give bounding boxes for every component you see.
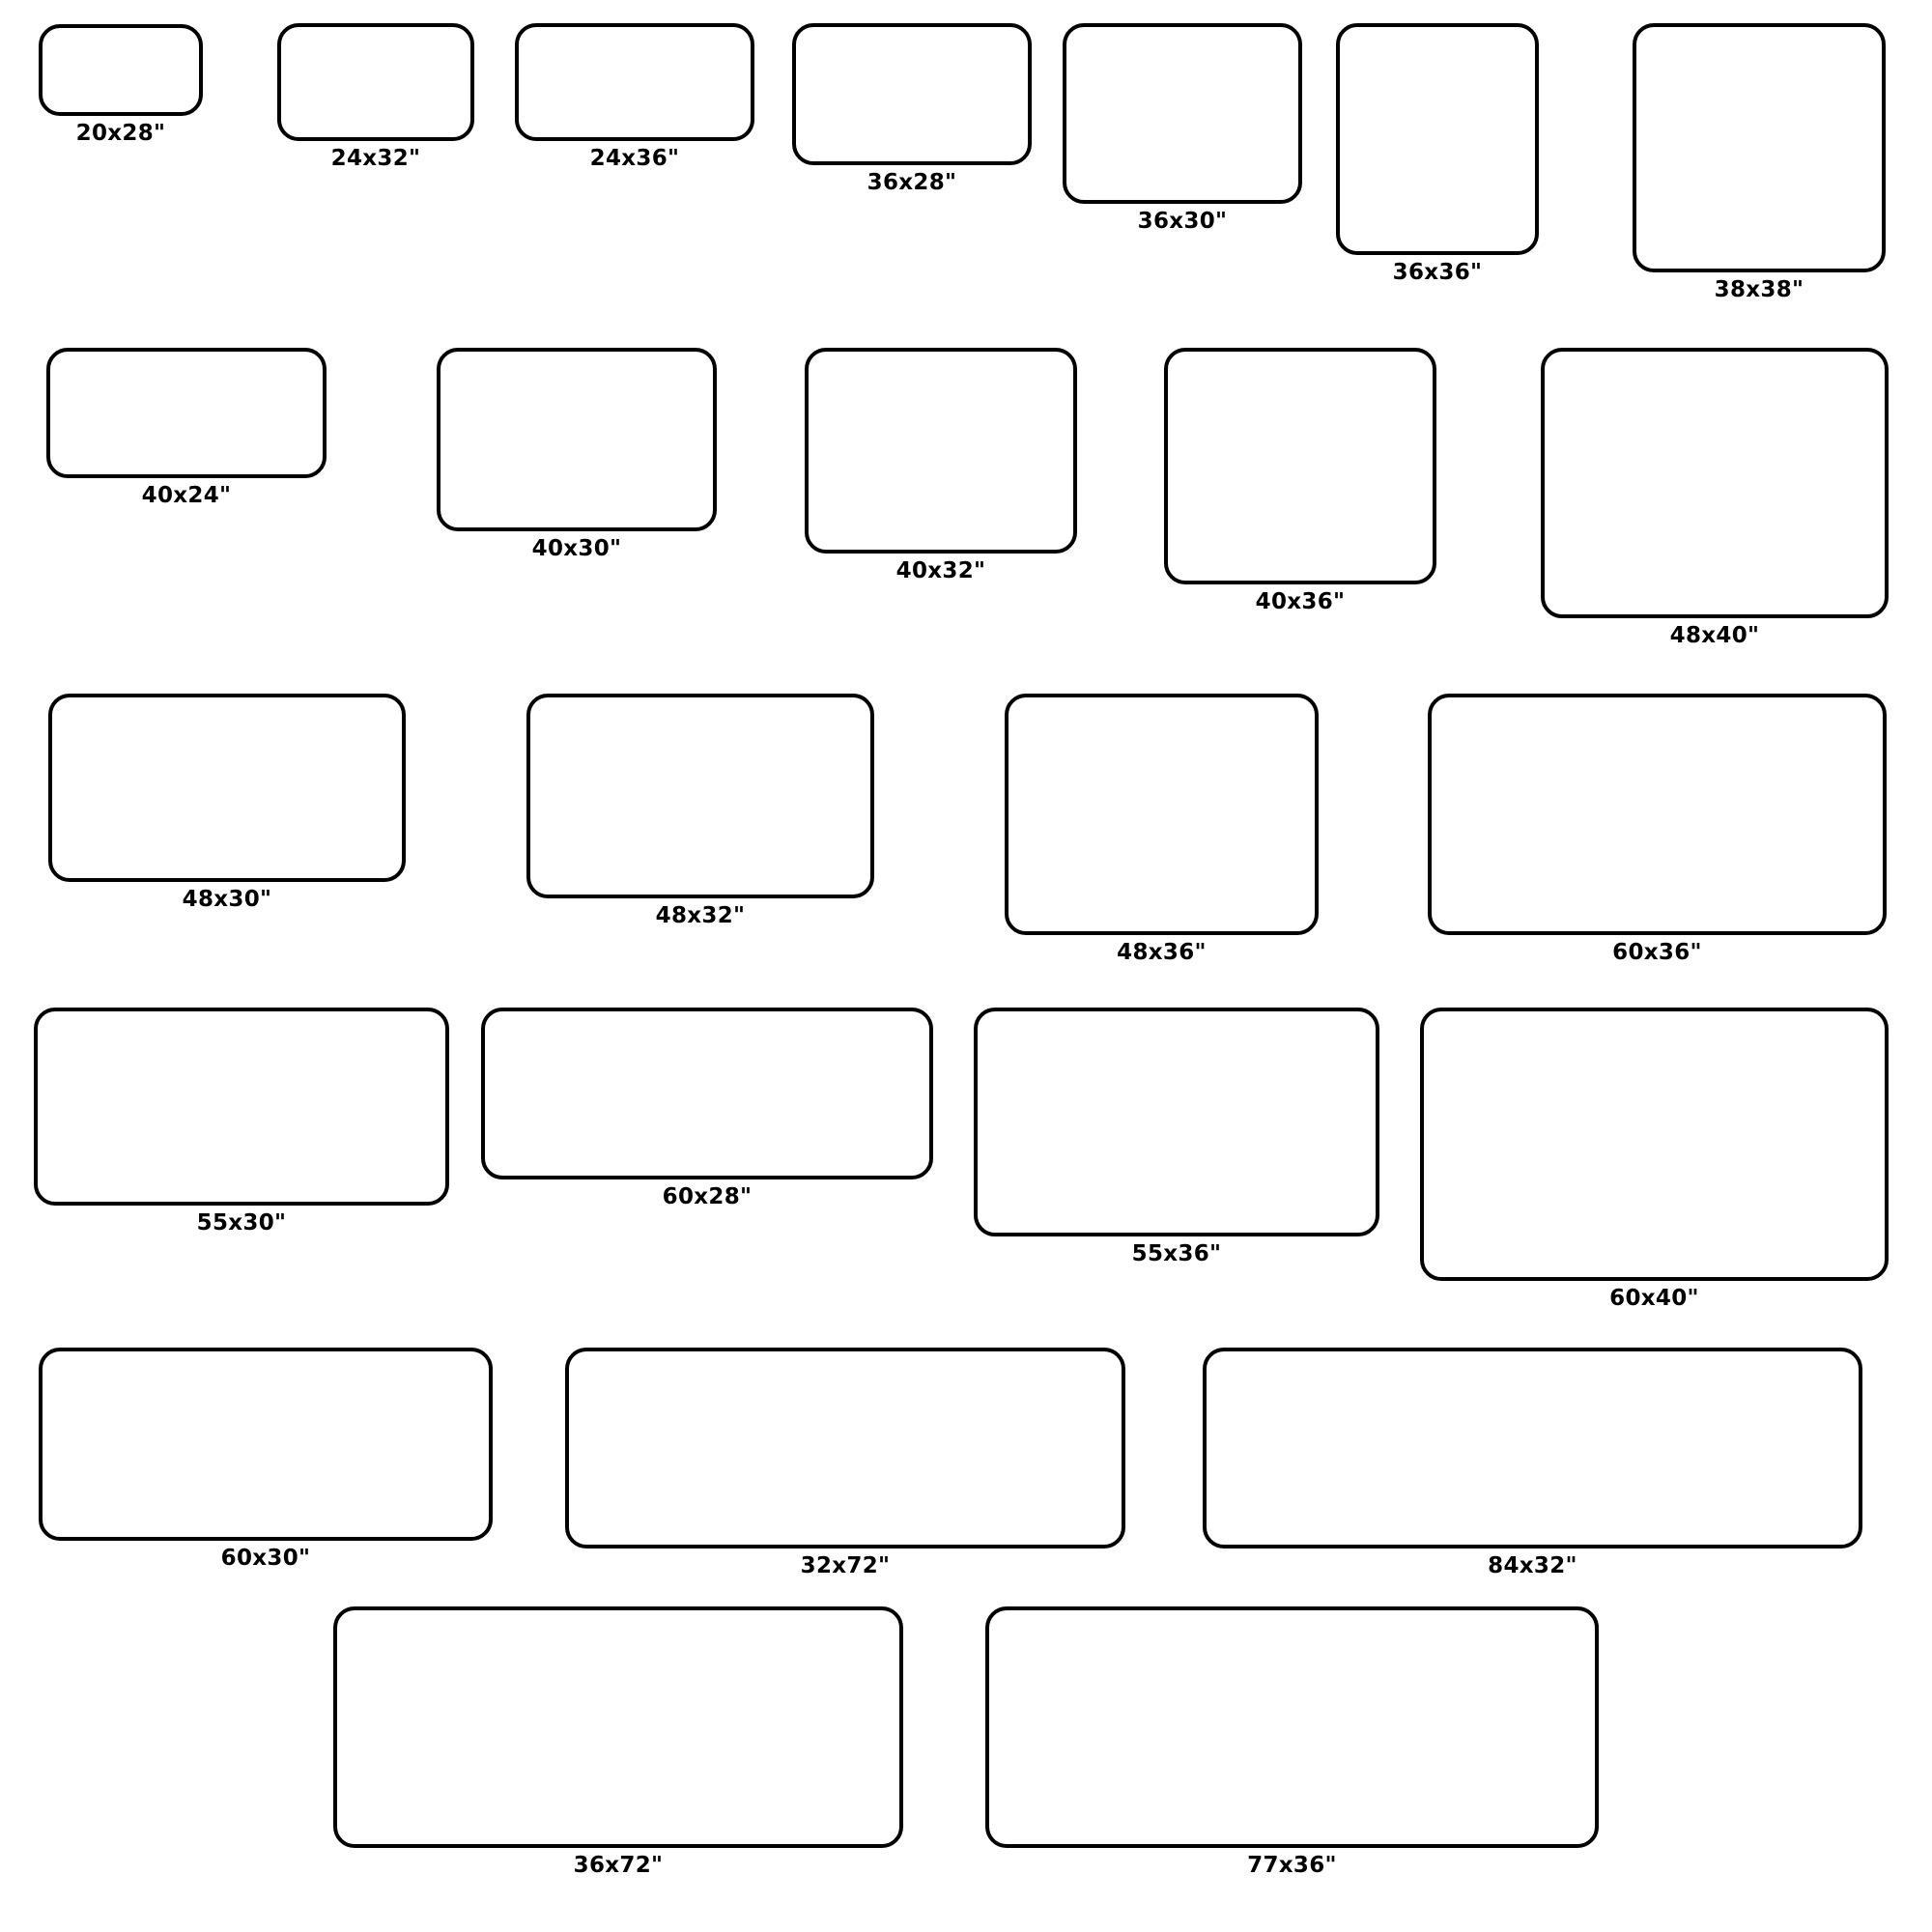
size-rectangle (792, 23, 1032, 165)
size-item (481, 1008, 933, 1209)
size-label: 55x30" (196, 1210, 287, 1236)
size-item (333, 1606, 903, 1878)
size-label: 32x72" (800, 1553, 891, 1578)
size-rectangle (1633, 23, 1886, 272)
size-label: 36x36" (1392, 260, 1483, 285)
size-rectangle (974, 1008, 1379, 1236)
size-label: 60x28" (662, 1184, 753, 1209)
size-item (39, 24, 203, 146)
size-label: 60x36" (1612, 940, 1702, 965)
size-rectangle (481, 1008, 933, 1179)
size-rectangle (1005, 694, 1319, 935)
size-rectangle (437, 348, 717, 531)
size-item (974, 1008, 1379, 1266)
size-item (1336, 23, 1539, 285)
size-item (1541, 348, 1889, 648)
size-label: 40x24" (141, 483, 232, 508)
size-item (1420, 1008, 1889, 1311)
size-item (526, 694, 874, 928)
size-label: 84x32" (1488, 1553, 1577, 1578)
size-item (48, 694, 406, 912)
size-rectangle (1541, 348, 1889, 618)
size-rectangle (39, 1348, 493, 1541)
size-label: 36x72" (573, 1853, 664, 1878)
size-item (565, 1348, 1125, 1578)
size-label: 40x36" (1255, 589, 1346, 614)
size-item (1428, 694, 1887, 965)
size-rectangle (46, 348, 327, 478)
size-label: 20x28" (75, 121, 166, 146)
size-rectangle (565, 1348, 1125, 1548)
size-label: 40x30" (531, 536, 622, 561)
size-rectangle (1428, 694, 1887, 935)
size-label: 24x32" (330, 146, 421, 171)
size-item (34, 1008, 449, 1236)
size-label: 48x36" (1117, 940, 1207, 965)
size-item (805, 348, 1077, 583)
size-rectangle (985, 1606, 1599, 1848)
size-rectangle (1203, 1348, 1862, 1548)
size-label: 48x30" (182, 887, 272, 912)
size-rectangle (1164, 348, 1436, 584)
size-rectangle (333, 1606, 903, 1848)
size-label: 48x32" (655, 903, 746, 928)
size-item (515, 23, 754, 171)
size-item (1063, 23, 1302, 234)
size-label: 55x36" (1131, 1241, 1222, 1266)
size-item (1005, 694, 1319, 965)
size-label: 77x36" (1247, 1853, 1337, 1878)
size-item (437, 348, 717, 561)
size-label: 60x40" (1609, 1286, 1699, 1311)
size-rectangle (526, 694, 874, 898)
size-item (985, 1606, 1599, 1878)
size-label: 40x32" (895, 558, 986, 583)
size-item (1164, 348, 1436, 614)
size-rectangle (48, 694, 406, 882)
size-rectangle (1063, 23, 1302, 204)
size-label: 60x30" (220, 1546, 311, 1571)
size-label: 36x28" (867, 170, 957, 195)
size-item (1633, 23, 1886, 302)
size-rectangle (39, 24, 203, 116)
size-rectangle (1336, 23, 1539, 255)
size-rectangle (277, 23, 474, 141)
size-item (39, 1348, 493, 1571)
size-label: 36x30" (1137, 209, 1228, 234)
size-rectangle (515, 23, 754, 141)
size-item (1203, 1348, 1862, 1578)
size-rectangle (1420, 1008, 1889, 1281)
size-item (46, 348, 327, 508)
size-rectangle (805, 348, 1077, 554)
size-item (277, 23, 474, 171)
size-label: 24x36" (589, 146, 680, 171)
size-label: 38x38" (1714, 277, 1804, 302)
size-item (792, 23, 1032, 195)
size-label: 48x40" (1669, 623, 1760, 648)
size-rectangle (34, 1008, 449, 1206)
